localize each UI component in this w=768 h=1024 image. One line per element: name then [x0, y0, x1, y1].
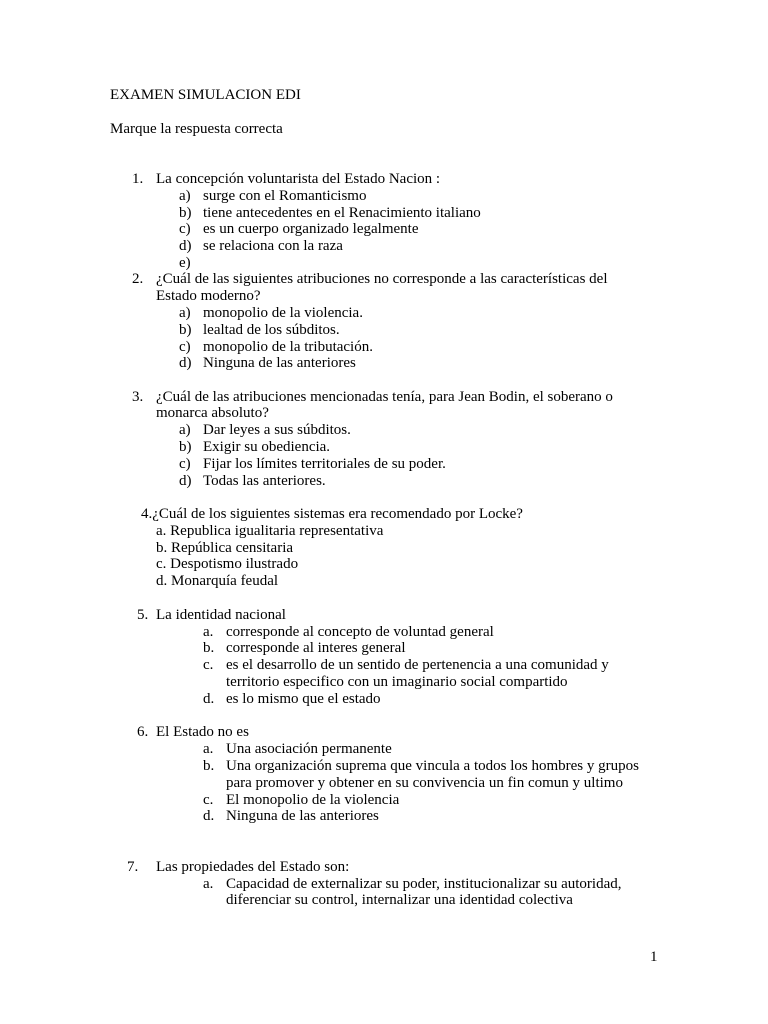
option-text: Dar leyes a sus súbditos. — [203, 422, 351, 438]
option-text: Fijar los límites territoriales de su poder. — [203, 456, 446, 472]
question-number: 2. — [132, 271, 144, 287]
page-number: 1 — [650, 949, 658, 965]
option-letter: b) — [179, 439, 192, 455]
question-number: 5. — [137, 607, 149, 623]
option-letter: d. — [203, 691, 215, 707]
option-letter: e) — [179, 255, 191, 271]
option-letter: c) — [179, 456, 191, 472]
option-text: El monopolio de la violencia — [226, 792, 400, 808]
option-text: es lo mismo que el estado — [226, 691, 381, 707]
question-text: ¿Cuál de las atribuciones mencionadas tenía, para Jean Bodin, el soberano o — [156, 389, 613, 405]
option-text: lealtad de los súbditos. — [203, 322, 340, 338]
option-text: a. Republica igualitaria representativa — [156, 523, 384, 539]
option-letter: a. — [203, 624, 214, 640]
option-letter: a. — [203, 876, 214, 892]
instruction: Marque la respuesta correcta — [110, 121, 283, 137]
question-text: La concepción voluntarista del Estado Nacion : — [156, 171, 441, 187]
option-text: Todas las anteriores. — [203, 473, 326, 489]
option-letter: d) — [179, 238, 192, 254]
option-letter: c. — [203, 792, 214, 808]
option-text: c. Despotismo ilustrado — [156, 556, 299, 572]
option-letter: d. — [203, 808, 215, 824]
option-letter: d) — [179, 473, 192, 489]
option-text: Una asociación permanente — [226, 741, 392, 757]
option-letter: a) — [179, 188, 191, 204]
option-letter: a. — [203, 741, 214, 757]
option-text: b. República censitaria — [156, 540, 294, 556]
option-letter: a) — [179, 305, 191, 321]
option-text: monopolio de la violencia. — [203, 305, 363, 321]
option-text: es un cuerpo organizado legalmente — [203, 221, 419, 237]
option-text: es el desarrollo de un sentido de pertenencia a una comunidad y — [226, 657, 609, 673]
option-letter: c) — [179, 339, 191, 355]
option-text: tiene antecedentes en el Renacimiento italiano — [203, 205, 481, 221]
option-text: se relaciona con la raza — [203, 238, 343, 254]
option-text: corresponde al interes general — [226, 640, 406, 656]
option-text: Una organización suprema que vincula a todos los hombres y grupos — [226, 758, 639, 774]
option-text-continued: para promover y obtener en su convivencia un fin comun y ultimo — [226, 775, 623, 791]
option-text: Ninguna de las anteriores — [203, 355, 356, 371]
question-number: 6. — [137, 724, 149, 740]
option-letter: b. — [203, 640, 215, 656]
option-letter: d) — [179, 355, 192, 371]
option-text: Exigir su obediencia. — [203, 439, 331, 455]
option-letter: b) — [179, 205, 192, 221]
option-letter: c) — [179, 221, 191, 237]
question-number: 3. — [132, 389, 144, 405]
question-text: Las propiedades del Estado son: — [156, 859, 350, 875]
option-letter: c. — [203, 657, 214, 673]
question-text: La identidad nacional — [156, 607, 286, 623]
option-text: d. Monarquía feudal — [156, 573, 279, 589]
option-letter: b) — [179, 322, 192, 338]
question-text: Estado moderno? — [156, 288, 261, 304]
option-text-continued: territorio especifico con un imaginario social compartido — [226, 674, 568, 690]
option-letter: b. — [203, 758, 215, 774]
option-text: corresponde al concepto de voluntad general — [226, 624, 494, 640]
question-number: 7. — [127, 859, 139, 875]
option-text: Capacidad de externalizar su poder, institucionalizar su autoridad, — [226, 876, 622, 892]
question-text: monarca absoluto? — [156, 405, 269, 421]
document-title: EXAMEN SIMULACION EDI — [110, 87, 301, 103]
option-letter: a) — [179, 422, 191, 438]
option-text: surge con el Romanticismo — [203, 188, 367, 204]
option-text-continued: diferenciar su control, internalizar una identidad colectiva — [226, 892, 573, 908]
option-text: Ninguna de las anteriores — [226, 808, 379, 824]
option-text: monopolio de la tributación. — [203, 339, 373, 355]
question-number: 1. — [132, 171, 144, 187]
question-text: ¿Cuál de las siguientes atribuciones no corresponde a las características del — [156, 271, 608, 287]
question-text: El Estado no es — [156, 724, 249, 740]
question-text: 4.¿Cuál de los siguientes sistemas era recomendado por Locke? — [141, 506, 523, 522]
